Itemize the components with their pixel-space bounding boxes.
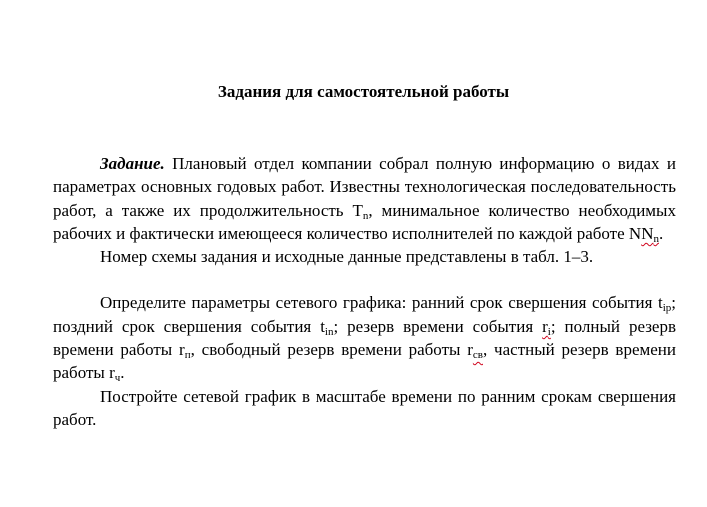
text-run: , свободный резерв времени работы r (190, 340, 473, 360)
text-run: . (120, 363, 125, 383)
document-body (53, 152, 676, 431)
task-lead: Задание. (100, 154, 165, 173)
subscript: ip (662, 302, 672, 315)
paragraph-data-reference: Номер схемы задания и исходные данные представлены в табл. 1–3. (100, 247, 594, 267)
text-run: Определите параметры сетевого графика: ранний срок свершения события t (100, 293, 663, 313)
spellcheck-marked-word (542, 317, 551, 336)
text-run: r (542, 316, 548, 336)
page-title: Задания для самостоятельной работы (217, 82, 510, 101)
paragraph-spacer (53, 268, 676, 291)
subscript: n (653, 232, 659, 245)
subscript: in (324, 325, 334, 338)
text-run: ; поздний срок свершения события t (53, 293, 676, 336)
subscript: n (362, 209, 369, 222)
subscript: i (547, 325, 551, 338)
paragraph-build-chart: Постройте сетевой график в масштабе времени по ранним срокам свершения работ. (53, 386, 676, 429)
spellcheck-marked-word: $N_n$ (641, 223, 659, 245)
paragraph-task (53, 152, 676, 245)
text-run: ; полный резерв времени работы r (53, 316, 676, 360)
subscript: п (184, 349, 191, 362)
subscript: ч (114, 372, 121, 385)
paragraph-parameters (53, 291, 676, 384)
text-run: Плановый отдел компании собрал полную информацию о видах и параметрах основных годовых работ. Известны технологическая последовательность работ, а также их продолжительность T (53, 154, 676, 220)
text-run: , частный резерв времени работы r (53, 340, 676, 383)
text-run: . (658, 223, 664, 243)
subscript: св (472, 349, 483, 362)
text-run: ; резерв времени события (333, 316, 543, 336)
text-run: , минимальное количество необходимых рабочих и фактически имеющееся количество исполнителей по каждой работе N (53, 200, 676, 243)
